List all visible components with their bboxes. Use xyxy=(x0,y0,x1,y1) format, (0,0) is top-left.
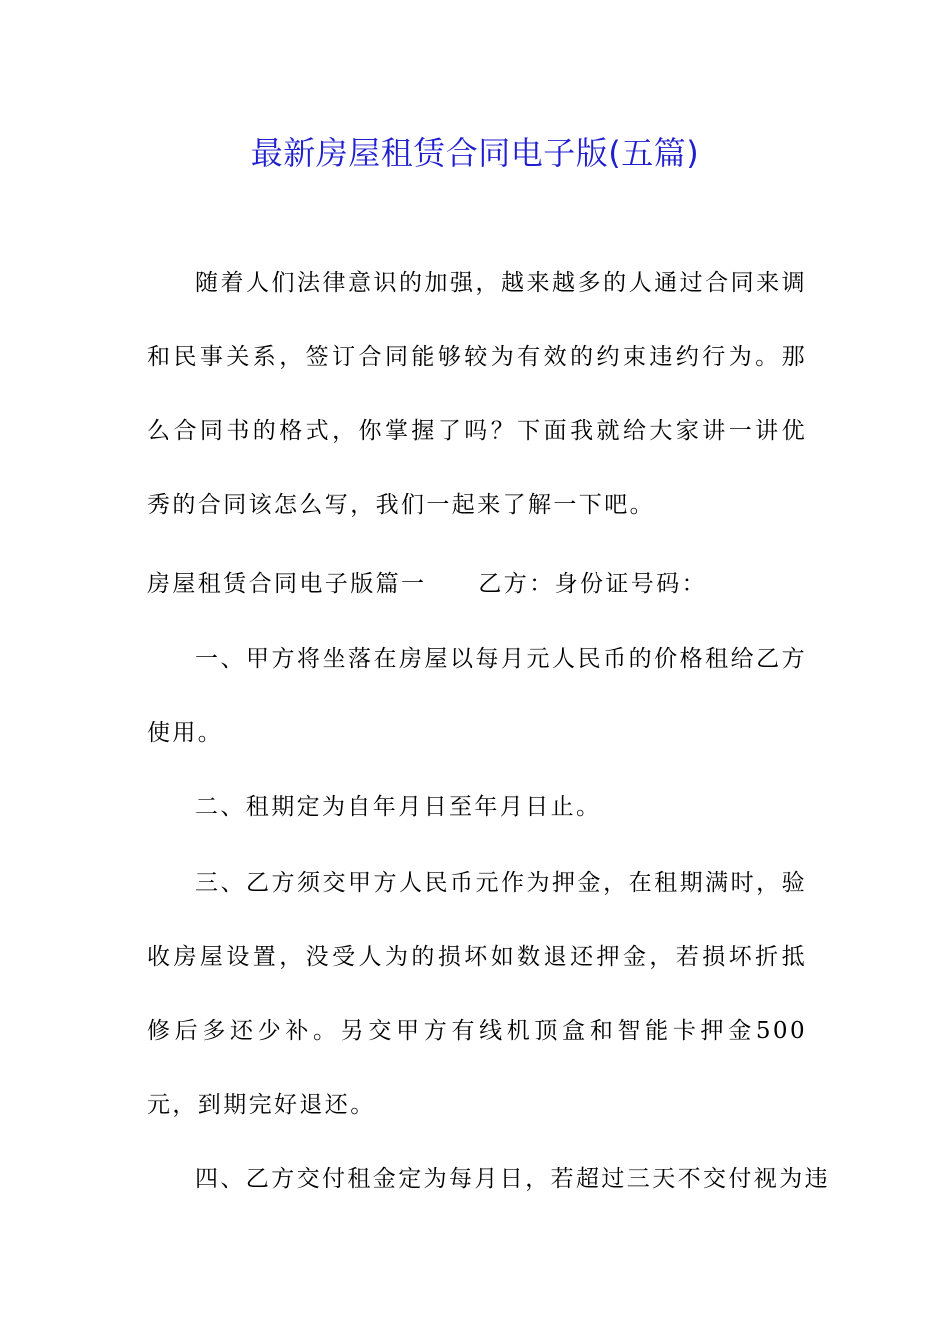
section-heading: 房屋租赁合同电子版篇一 xyxy=(147,571,427,597)
clause-3: 三、乙方须交甲方人民币元作为押金，在租期满时，验收房屋设置，没受人为的损坏如数退还押金，若损坏折抵修后多还少补。另交甲方有线机顶盒和智能卡押金500元，到期完好退还。 xyxy=(147,870,807,1118)
party-b-label: 乙方：身份证号码： xyxy=(478,571,708,597)
clause-1-block xyxy=(147,622,807,770)
intro-paragraph: 随着人们法律意识的加强，越来越多的人通过合同来调和民事关系，签订合同能够较为有效的约束违约行为。那么合同书的格式，你掌握了吗？下面我就给大家讲一讲优秀的合同该怎么写，我们一起来了解一下吧。 xyxy=(147,270,807,518)
clause-2: 二、租期定为自年月日至年月日止。 xyxy=(195,794,602,820)
clause-3-block xyxy=(147,846,807,1142)
clause-1: 一、甲方将坐落在房屋以每月元人民币的价格租给乙方使用。 xyxy=(147,646,807,746)
section-heading-line xyxy=(147,564,827,604)
clause-4-block xyxy=(147,1142,830,1216)
document-title: 最新房屋租赁合同电子版(五篇) xyxy=(250,134,700,172)
clause-4: 四、乙方交付租金定为每月日，若超过三天不交付视为违 xyxy=(195,1166,830,1192)
intro-block xyxy=(147,246,807,542)
clause-2-block xyxy=(147,770,807,844)
